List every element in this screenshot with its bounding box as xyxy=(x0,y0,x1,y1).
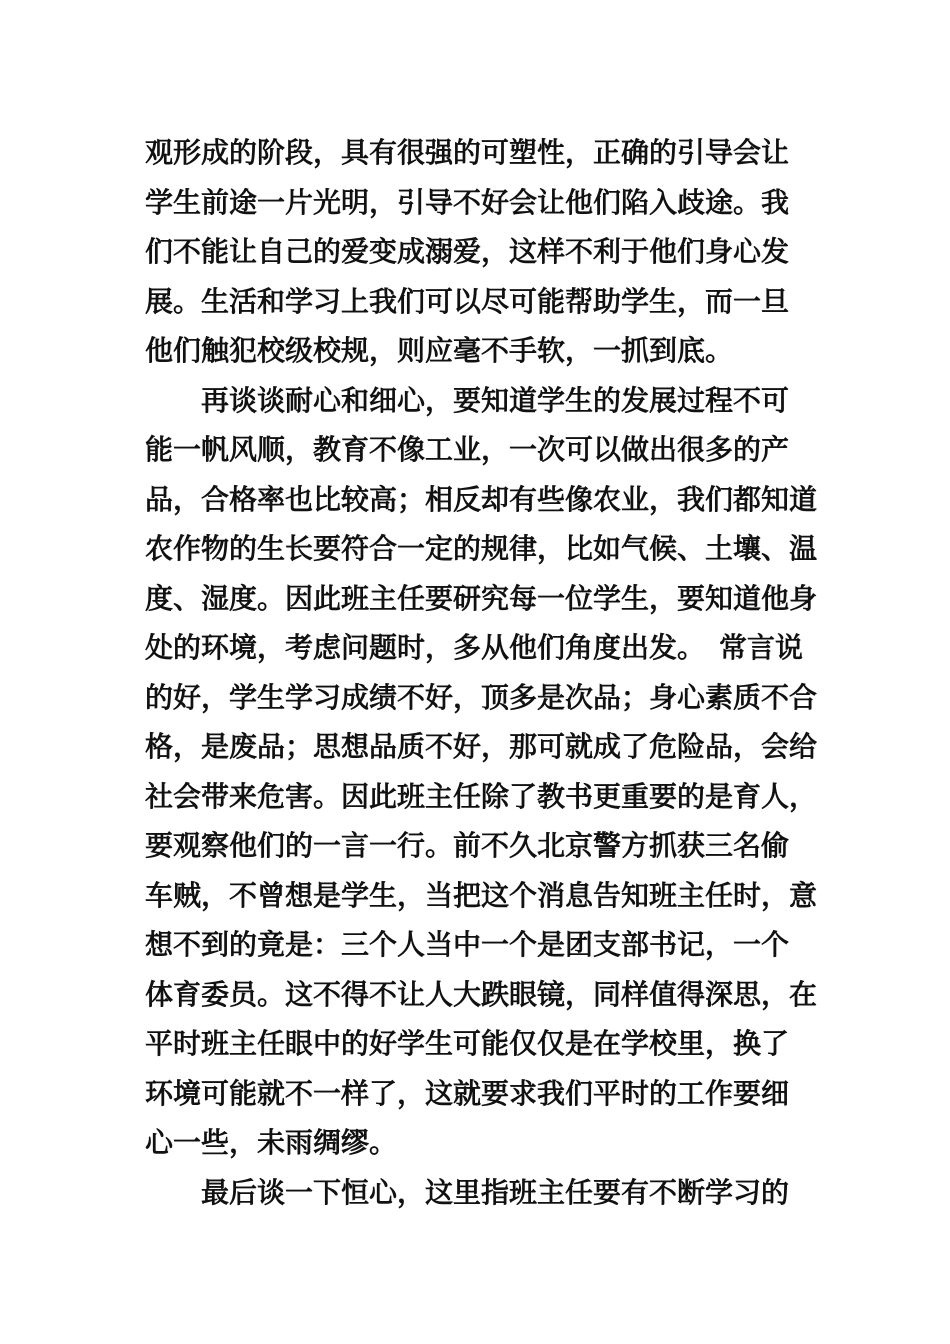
text-line: 能一帆风顺，教育不像工业，一次可以做出很多的产 xyxy=(145,433,790,466)
text-line: 学生前途一片光明，引导不好会让他们陷入歧途。我 xyxy=(145,185,790,219)
text-line: 度、湿度。因此班主任要研究每一位学生，要知道他身 xyxy=(145,581,818,615)
text-line: 再谈谈耐心和细心，要知道学生的发展过程不可 xyxy=(145,383,790,417)
text-line: 要观察他们的一言一行。前不久北京警方抓获三名偷 xyxy=(145,829,790,862)
text-line: 他们触犯校级校规，则应毫不手软，一抓到底。 xyxy=(145,334,734,367)
body-text xyxy=(145,128,818,1217)
text-line: 心一些，未雨绸缪。 xyxy=(145,1126,398,1159)
text-line: 想不到的竟是：三个人当中一个是团支部书记，一个 xyxy=(145,928,790,961)
text-line: 格，是废品；思想品质不好，那可就成了危险品，会给 xyxy=(145,730,818,763)
text-line: 社会带来危害。因此班主任除了教书更重要的是育人， xyxy=(145,779,818,813)
text-line: 展。生活和学习上我们可以尽可能帮助学生，而一旦 xyxy=(145,284,790,318)
text-line: 的好，学生学习成绩不好，顶多是次品；身心素质不合 xyxy=(145,680,818,714)
text-line: 农作物的生长要符合一定的规律，比如气候、土壤、温 xyxy=(145,532,818,565)
text-line: 平时班主任眼中的好学生可能仅仅是在学校里，换了 xyxy=(145,1027,790,1060)
text-line: 观形成的阶段，具有很强的可塑性，正确的引导会让 xyxy=(145,136,790,169)
text-line: 体育委员。这不得不让人大跌眼镜，同样值得深思，在 xyxy=(145,977,818,1011)
text-line: 环境可能就不一样了，这就要求我们平时的工作要细 xyxy=(145,1076,790,1110)
text-line: 车贼，不曾想是学生，当把这个消息告知班主任时，意 xyxy=(145,878,818,912)
text-line: 们不能让自己的爱变成溺爱，这样不利于他们身心发 xyxy=(145,235,790,268)
text-line: 品，合格率也比较高；相反却有些像农业，我们都知道 xyxy=(145,482,818,516)
text-line: 处的环境，考虑问题时，多从他们角度出发。 常言说 xyxy=(145,631,804,664)
text-line: 最后谈一下恒心，这里指班主任要有不断学习的 xyxy=(145,1175,790,1209)
